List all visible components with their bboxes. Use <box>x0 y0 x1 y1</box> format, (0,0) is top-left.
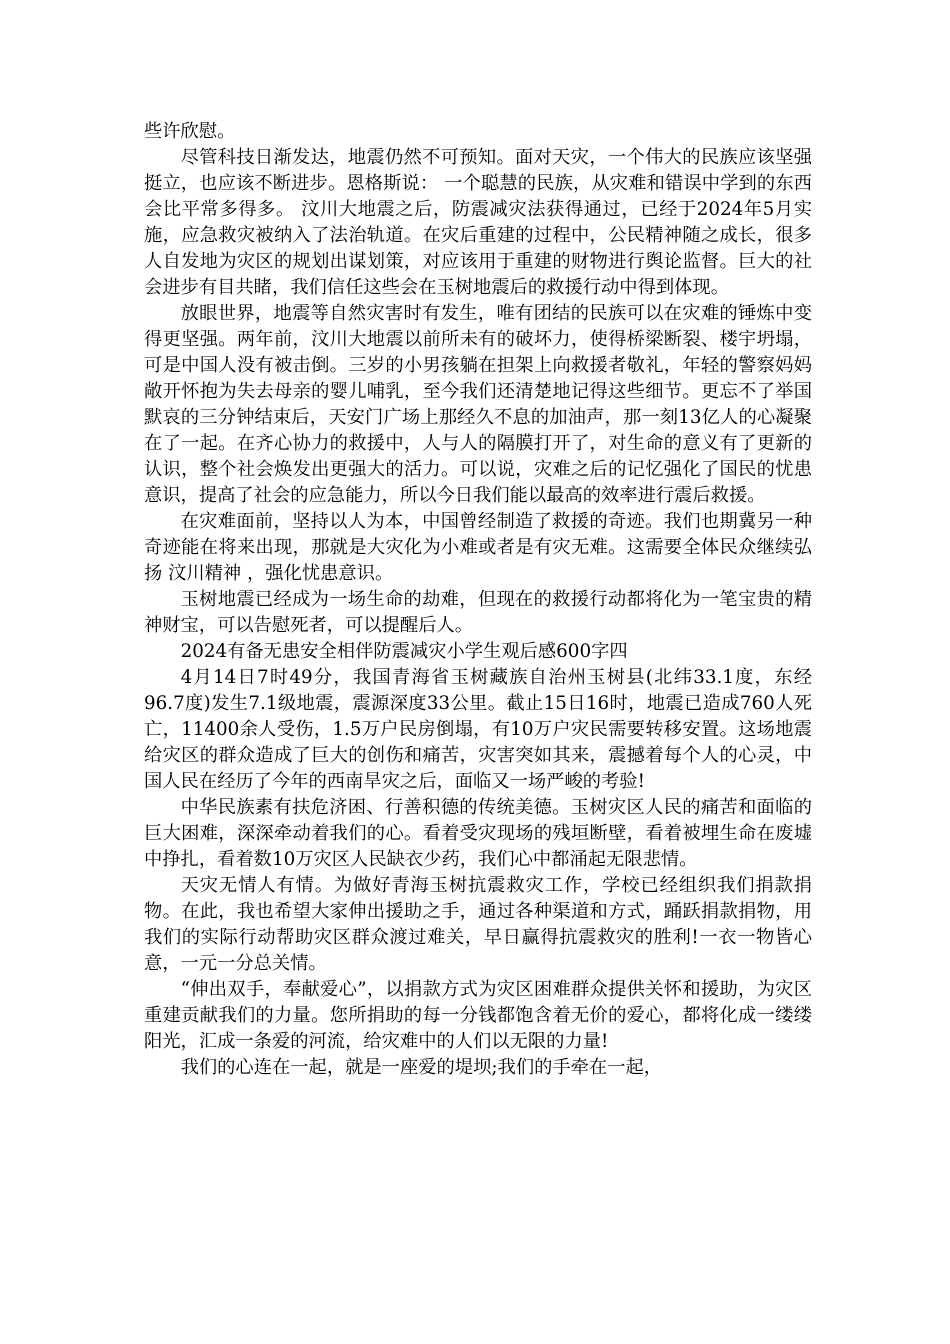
paragraph-yushu-tragedy: 玉树地震已经成为一场生命的劫难，但现在的救援行动都将化为一笔宝贵的精神财宝，可以告慰死者，可以提醒后人。 <box>144 589 812 636</box>
paragraph-continuation: 些许欣慰。 <box>144 121 236 142</box>
paragraph-world-disasters: 放眼世界，地震等自然灾害时有发生，唯有团结的民族可以在灾难的锤炼中变得更坚强。两年前，汶川大地震以前所未有的破坏力，使得桥梁断裂、楼宇坍塌，可是中国人没有被击倒。三岁的小男孩躺在担架上向救援者敬礼，年轻的警察妈妈敞开怀抱为失去母亲的婴儿哺乳，至今我们还清楚地记得这些细节。更忘不了举国默哀的三分钟结束后，天安门广场上那经久不息的加油声，那一刻13亿人的心凝聚在了一起。在齐心协力的救援中，人与人的隔膜打开了，对生命的意义有了更新的认识，整个社会焕发出更强大的活力。可以说，灾难之后的记忆强化了国民的忧患意识，提高了社会的应急能力，所以今日我们能以最高的效率进行震后救援。 <box>144 303 812 506</box>
paragraph-technology-earthquake: 尽管科技日渐发达，地震仍然不可预知。面对天灾，一个伟大的民族应该坚强挺立，也应该不断进步。恩格斯说： 一个聪慧的民族，从灾难和错误中学到的东西会比平常多得多。 汶川大地震之后，防震减灾法获得通过，已经于2024年5月实施，应急救灾被纳入了法治轨道。在灾后重建的过程中，公民精神随之成长，很多人自发地为灾区的规划出谋划策，对应该用于重建的财物进行舆论监督。巨大的社会进步有目共睹，我们信任这些会在玉树地震后的救援行动中得到体现。 <box>144 147 812 298</box>
paragraph-rescue-miracle: 在灾难面前，坚持以人为本，中国曾经制造了救援的奇迹。我们也期冀另一种奇迹能在将来出现，那就是大灾化为小难或者是有灾无难。这需要全体民众继续弘扬 汶川精神 ，强化忧患意识。 <box>144 511 812 584</box>
paragraph-national-virtue: 中华民族素有扶危济困、行善积德的传统美德。玉树灾区人民的痛苦和面临的巨大困难，深深牵动着我们的心。看着受灾现场的残垣断壁，看着被埋生命在废墟中挣扎，看着数10万灾区人民缺衣少药，我们心中都涌起无限悲情。 <box>144 797 812 870</box>
document-body <box>144 119 812 1081</box>
section-heading: 2024有备无患安全相伴防震减灾小学生观后感600字四 <box>180 641 628 662</box>
paragraph-donation-call: 天灾无情人有情。为做好青海玉树抗震救灾工作，学校已经组织我们捐款捐物。在此，我也希望大家伸出援助之手，通过各种渠道和方式，踊跃捐款捐物，用我们的实际行动帮助灾区群众渡过难关，早日赢得抗震救灾的胜利!一衣一物皆心意，一元一分总关情。 <box>144 875 812 974</box>
paragraph-earthquake-facts: 4月14日7时49分，我国青海省玉树藏族自治州玉树县(北纬33.1度，东经96.7度)发生7.1级地震，震源深度33公里。截止15日16时，地震已造成760人死亡，11400余人受伤，1.5万户民房倒塌，有10万户灾民需要转移安置。这场地震给灾区的群众造成了巨大的创伤和痛苦，灾害突如其来，震撼着每个人的心灵，中国人民在经历了今年的西南旱灾之后，面临又一场严峻的考验! <box>144 667 812 792</box>
paragraph-helping-hands: “伸出双手，奉献爱心”，以捐款方式为灾区困难群众提供关怀和援助，为灾区重建贡献我们的力量。您所捐助的每一分钱都饱含着无价的爱心，都将化成一缕缕阳光，汇成一条爱的河流，给灾难中的人们以无限的力量! <box>144 979 812 1052</box>
paragraph-hearts-connected: 我们的心连在一起，就是一座爱的堤坝;我们的手牵在一起， <box>180 1057 663 1078</box>
